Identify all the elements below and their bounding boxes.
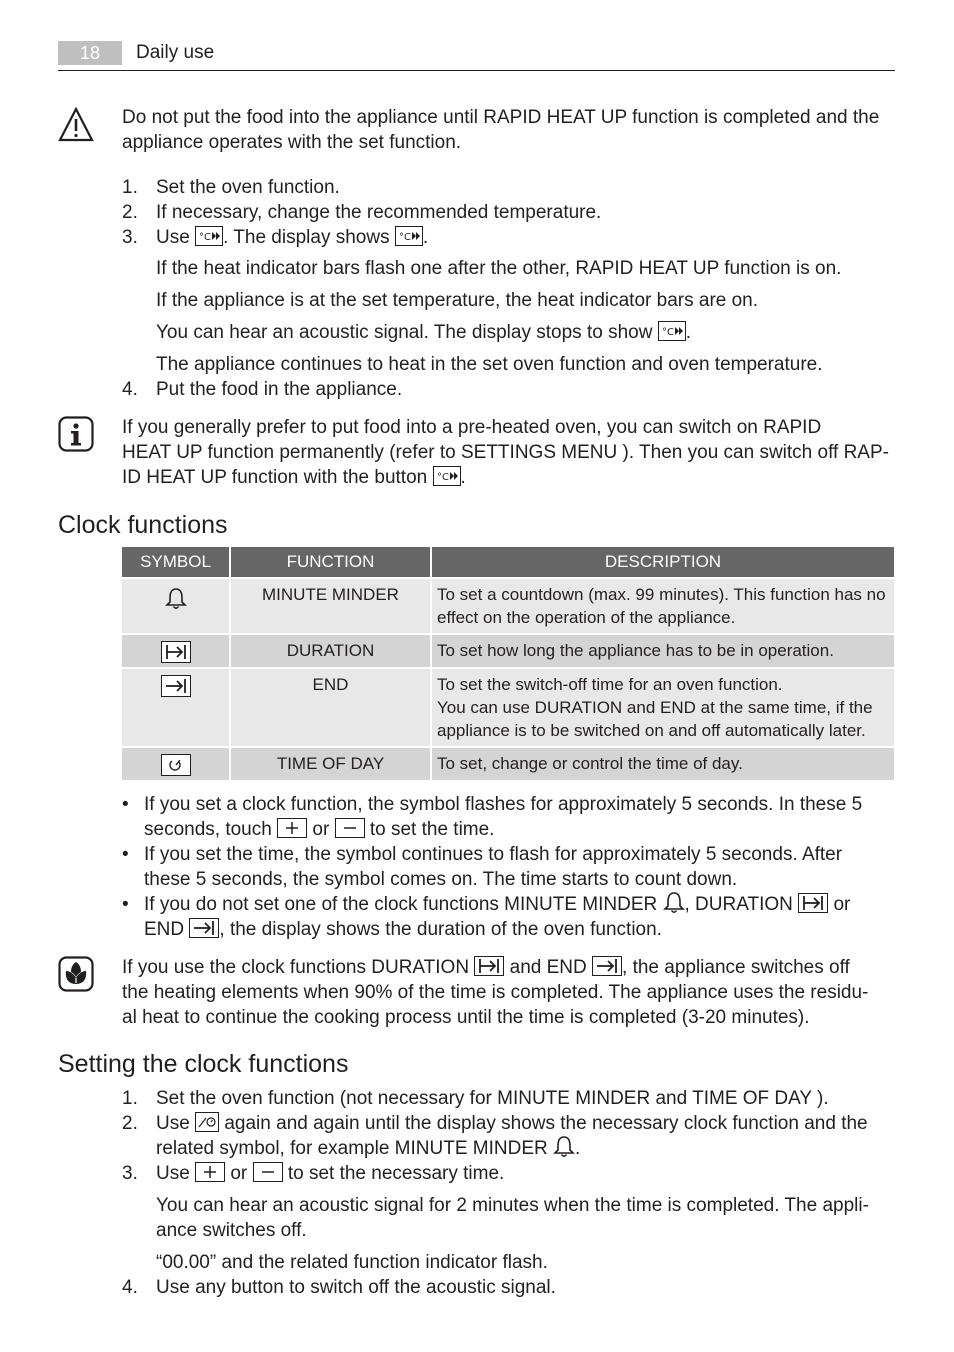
bullet-text: If you do not set one of the clock functions MINUTE MINDER (144, 894, 658, 915)
step-text: or (230, 1163, 248, 1184)
step-text: again and again until the display shows the necessary clock function and the (224, 1113, 868, 1134)
bullet-text: seconds, touch (144, 819, 272, 840)
step-number: 1. (122, 1088, 138, 1109)
clock-step-2-line-2 (156, 1136, 580, 1161)
rapid-heat-up-icon (195, 226, 223, 246)
end-icon (189, 918, 219, 938)
clock-step-3-detail-1b: ance switches off. (156, 1220, 307, 1241)
end-icon (592, 956, 622, 976)
info-note-line-2: HEAT UP function permanently (refer to SETTINGS MENU ). Then you can switch off RAP- (122, 442, 889, 463)
bullet-2-line-2: these 5 seconds, the symbol comes on. The time starts to count down. (144, 869, 738, 890)
header-rule (58, 70, 895, 71)
step-number: 4. (122, 1277, 138, 1298)
header-function: FUNCTION (231, 547, 430, 577)
minus-button-icon (335, 818, 365, 838)
duration-icon (474, 956, 504, 976)
bullet-text: END (144, 919, 185, 940)
description-cell: To set, change or control the time of day. (432, 748, 894, 780)
warning-triangle-icon (58, 107, 94, 143)
clock-step-1 (122, 1086, 829, 1111)
detail-text: . (685, 322, 691, 343)
section-label: Daily use (136, 42, 215, 63)
clock-function-button-icon (195, 1112, 219, 1132)
step-text: Put the food in the appliance. (156, 379, 403, 400)
svg-text:°C: °C (661, 326, 674, 338)
info-icon (58, 416, 94, 452)
function-cell: END (231, 669, 430, 746)
function-cell: TIME OF DAY (231, 748, 430, 780)
step-number: 1. (122, 177, 138, 198)
step-3-detail-4: The appliance continues to heat in the set oven function and oven temperature. (156, 354, 823, 375)
svg-text:°C: °C (398, 231, 411, 243)
table-row (122, 748, 894, 780)
svg-text:°C: °C (436, 471, 449, 483)
step-number: 3. (122, 1163, 138, 1184)
description-cell: To set a countdown (max. 99 minutes). This function has no effect on the operation of the appliance. (432, 579, 894, 633)
clock-functions-heading: Clock functions (58, 511, 228, 539)
eco-note-line-3: al heat to continue the cooking process until the time is completed (3-20 minutes). (122, 1007, 810, 1028)
bell-icon (553, 1134, 575, 1158)
step-text: . (422, 227, 429, 248)
description-line: To set the switch-off time for an oven function. (437, 675, 783, 694)
eco-note-line-1 (122, 955, 850, 980)
rapid-heat-up-icon (658, 321, 686, 341)
bullet-text: or (312, 819, 330, 840)
plus-button-icon (195, 1162, 225, 1182)
step-number: 4. (122, 379, 138, 400)
table-row (122, 579, 894, 633)
end-icon (161, 675, 191, 697)
symbol-cell (122, 635, 229, 667)
table-row (122, 635, 894, 667)
step-text: Use (156, 1163, 190, 1184)
bullet-1-line-2 (144, 817, 494, 842)
description-line: You can use DURATION and END at the same time, if the appliance is to be switched on and off automatically later. (437, 698, 873, 740)
bullet-2-line-1 (122, 842, 842, 867)
bullet-1-line-1 (122, 792, 862, 817)
bullet-3-line-2 (144, 917, 662, 942)
eco-leaf-icon (58, 956, 94, 992)
step-number: 2. (122, 202, 138, 223)
bullet-text: , DURATION (684, 894, 793, 915)
rapid-heat-up-icon (395, 226, 423, 246)
step-text: to set the necessary time. (287, 1163, 505, 1184)
eco-note-line-2: the heating elements when 90% of the time is completed. The appliance uses the residu- (122, 982, 869, 1003)
function-cell: DURATION (231, 635, 430, 667)
step-text: Set the oven function (not necessary for MINUTE MINDER and TIME OF DAY ). (156, 1088, 829, 1109)
rapid-heat-up-icon (433, 466, 461, 486)
bullet-text: , the display shows the duration of the oven function. (219, 919, 662, 940)
bullet-3-line-1 (122, 892, 850, 917)
info-text: . (460, 467, 466, 488)
bell-icon (165, 586, 187, 610)
info-note-line-1: If you generally prefer to put food into a pre-heated oven, you can switch on RAPID (122, 417, 822, 438)
symbol-cell (122, 748, 229, 780)
clock-step-2 (122, 1111, 868, 1136)
eco-text: and END (509, 957, 587, 978)
clock-step-3 (122, 1161, 504, 1186)
symbol-cell (122, 579, 229, 633)
function-cell: MINUTE MINDER (231, 579, 430, 633)
minus-button-icon (253, 1162, 283, 1182)
clock-icon (161, 754, 191, 776)
page-number: 18 (58, 41, 122, 65)
step-number: 3. (122, 227, 138, 248)
step-text: Use (156, 1113, 190, 1134)
step-3 (122, 225, 428, 250)
bullet-dot: • (122, 894, 129, 915)
duration-icon (798, 893, 828, 913)
step-4 (122, 377, 402, 402)
plus-button-icon (277, 818, 307, 838)
info-text: ID HEAT UP function with the button (122, 467, 428, 488)
warning-note-text: Do not put the food into the appliance until RAPID HEAT UP function is completed and the appliance operates with the set function. (122, 107, 880, 153)
step-text: If necessary, change the recommended temperature. (156, 202, 602, 223)
step-text: Use any button to switch off the acoustic signal. (156, 1277, 556, 1298)
clock-step-3-detail-2: “00.00” and the related function indicator flash. (156, 1252, 548, 1273)
bullet-dot: • (122, 844, 129, 865)
clock-functions-table (120, 545, 896, 782)
eco-text: , the appliance switches off (622, 957, 850, 978)
description-cell (432, 669, 894, 746)
step-text: Set the oven function. (156, 177, 340, 198)
bullet-text: or (833, 894, 851, 915)
step-3-detail-3 (156, 320, 691, 345)
step-text: related symbol, for example MINUTE MINDER (156, 1138, 548, 1159)
step-number: 2. (122, 1113, 138, 1134)
info-note-line-3 (122, 465, 466, 490)
eco-text: If you use the clock functions DURATION (122, 957, 470, 978)
clock-step-4 (122, 1275, 556, 1300)
bullet-text: If you set a clock function, the symbol flashes for approximately 5 seconds. In these 5 (144, 794, 863, 815)
svg-text:°C: °C (199, 231, 212, 243)
step-text: . The display shows (223, 227, 390, 248)
step-2 (122, 200, 601, 225)
bullet-dot: • (122, 794, 129, 815)
bell-icon (663, 890, 685, 914)
clock-step-3-detail-1a: You can hear an acoustic signal for 2 minutes when the time is completed. The appli- (156, 1195, 869, 1216)
step-3-detail-1: If the heat indicator bars flash one after the other, RAPID HEAT UP function is on. (156, 258, 842, 279)
symbol-cell (122, 669, 229, 746)
setting-clock-heading: Setting the clock functions (58, 1050, 349, 1078)
duration-icon (161, 641, 191, 663)
header-symbol: SYMBOL (122, 547, 229, 577)
bullet-text: If you set the time, the symbol continues to flash for approximately 5 seconds. After (144, 844, 843, 865)
description-cell: To set how long the appliance has to be in operation. (432, 635, 894, 667)
detail-text: You can hear an acoustic signal. The display stops to show (156, 322, 653, 343)
header-description: DESCRIPTION (432, 547, 894, 577)
step-3-detail-2: If the appliance is at the set temperature, the heat indicator bars are on. (156, 290, 759, 311)
table-row (122, 669, 894, 746)
step-1 (122, 175, 340, 200)
step-text: . (575, 1138, 581, 1159)
step-text: Use (156, 227, 190, 248)
bullet-text: to set the time. (369, 819, 495, 840)
